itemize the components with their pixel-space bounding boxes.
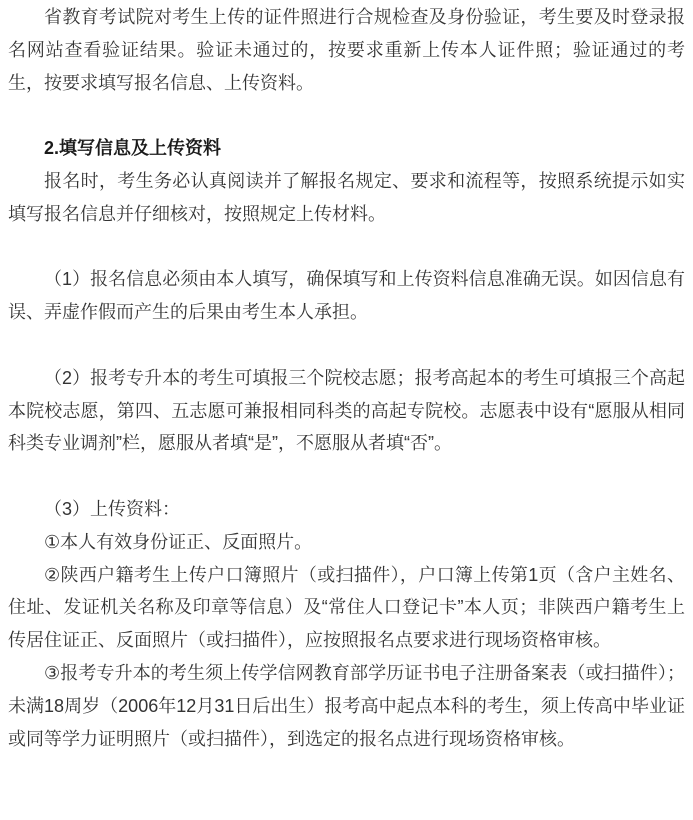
para-item-2-volunteer-choices: （2）报考专升本的考生可填报三个院校志愿；报考高起本的考生可填报三个高起本院校志愿，第四、五志愿可兼报相同科类的高起专院校。志愿表中设有“愿服从相同科类专业调剂”栏，愿服从者填“是”，不愿服从者填“否”。 [8, 367, 685, 454]
para-circle-1-id-card-photos: ①本人有效身份证正、反面照片。 [44, 531, 313, 552]
para-circle-3-diploma-record: ③报考专升本的考生须上传学信网教育部学历证书电子注册备案表（或扫描件）；未满18周岁（2006年12月31日后出生）报考高中起点本科的考生，须上传高中毕业证或同等学力证明照片（或扫描件），到选定的报名点进行现场资格审核。 [8, 662, 685, 749]
section-heading-fill-info-upload: 2.填写信息及上传资料 [44, 138, 222, 159]
para-photo-verification: 省教育考试院对考生上传的证件照进行合规检查及身份验证，考生要及时登录报名网站查看验证结果。验证未通过的，按要求重新上传本人证件照；验证通过的考生，按要求填写报名信息、上传资料。 [8, 7, 685, 93]
para-item-1-self-fill: （1）报名信息必须由本人填写，确保填写和上传资料信息准确无误。如因信息有误、弄虚作假而产生的后果由考生本人承担。 [8, 269, 685, 323]
para-read-rules: 报名时，考生务必认真阅读并了解报名规定、要求和流程等，按照系统提示如实填写报名信息并仔细核对，按照规定上传材料。 [8, 170, 685, 224]
para-item-3-upload-materials: （3）上传资料： [44, 498, 181, 519]
para-circle-2-hukou-residence: ②陕西户籍考生上传户口簿照片（或扫描件），户口簿上传第1页（含户主姓名、住址、发证机关名称及印章等信息）及“常住人口登记卡”本人页；非陕西户籍考生上传居住证正、反面照片（或扫描件），应按照报名点要求进行现场资格审核。 [8, 564, 685, 651]
